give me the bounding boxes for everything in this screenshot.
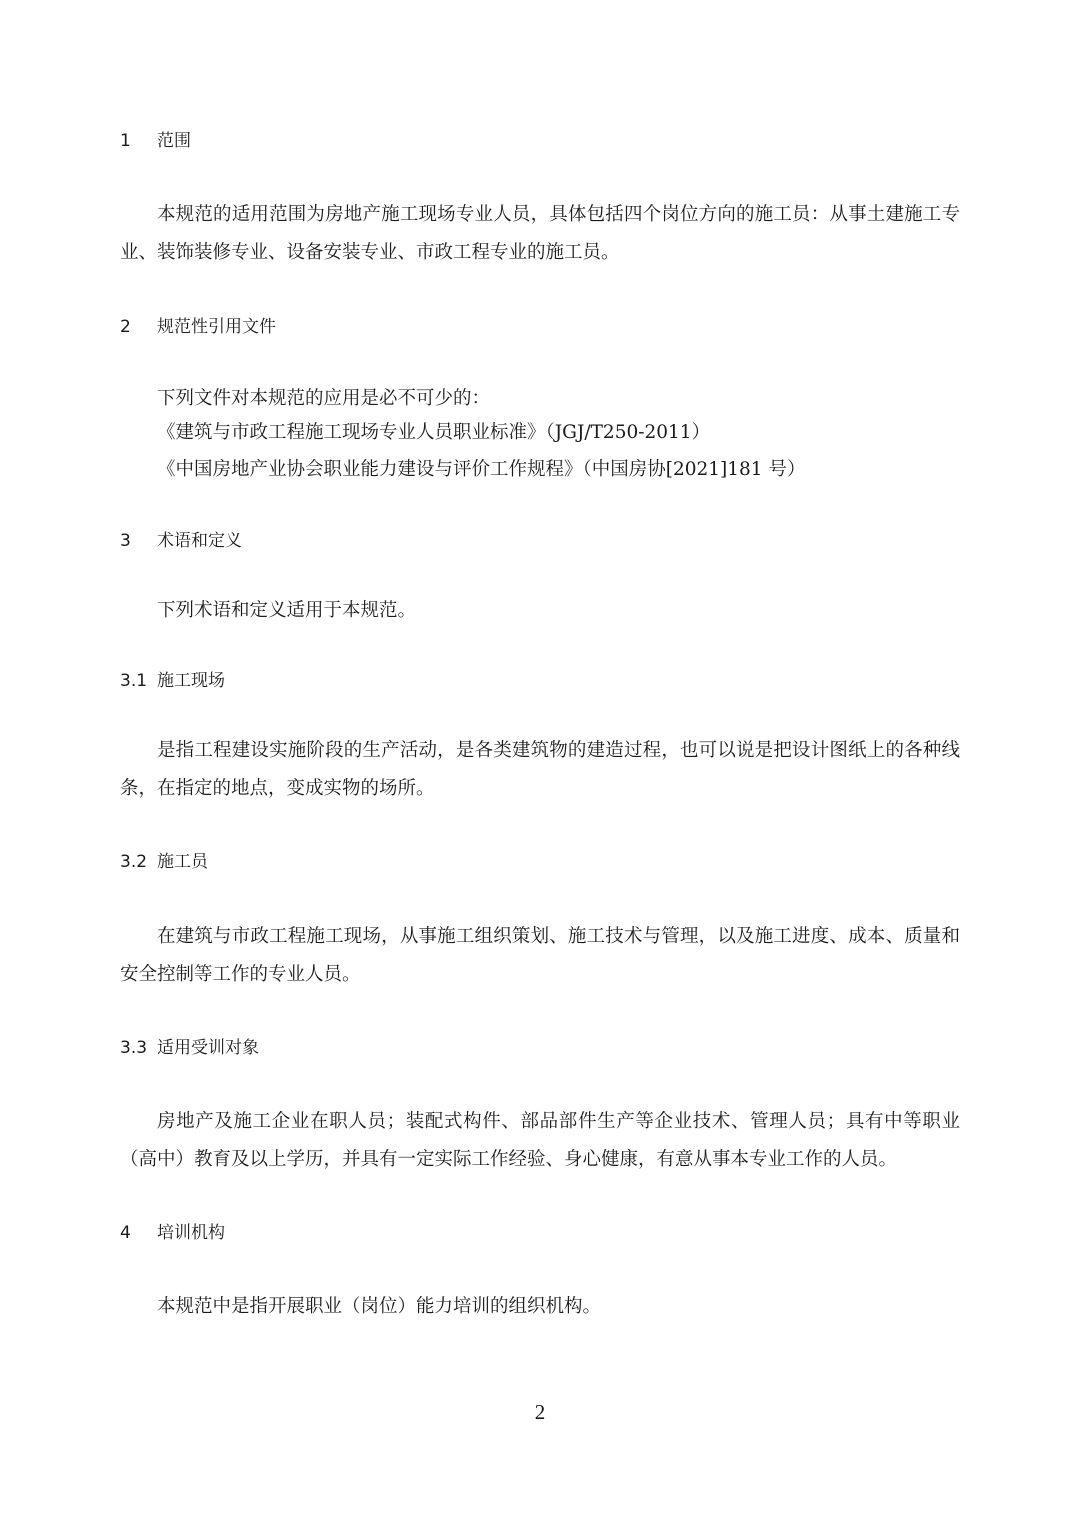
section-3-heading xyxy=(120,529,242,553)
section-3-3-paragraph: 房地产及施工企业在职人员；装配式构件、部品部件生产等企业技术、管理人员；具有中等职业（高中）教育及以上学历，并具有一定实际工作经验、身心健康，有意从事本专业工作的人员。 xyxy=(120,1111,960,1170)
section-2-heading xyxy=(120,315,276,339)
section-4-heading xyxy=(120,1221,225,1245)
section-number: 2 xyxy=(120,317,131,337)
section-3-3-heading xyxy=(120,1036,259,1060)
reference-item: 《建筑与市政工程施工现场专业人员职业标准》（JGJ/T250-2011） xyxy=(157,422,711,443)
section-4-paragraph: 本规范中是指开展职业（岗位）能力培训的组织机构。 xyxy=(157,1296,602,1317)
page-number: 2 xyxy=(534,1400,546,1424)
section-title: 适用受训对象 xyxy=(157,1038,259,1058)
section-number: 3 xyxy=(120,531,131,551)
section-title: 施工员 xyxy=(157,852,208,872)
section-1-heading xyxy=(120,129,191,153)
section-title: 范围 xyxy=(157,131,191,151)
section-number: 3.3 xyxy=(120,1038,148,1058)
section-title: 培训机构 xyxy=(157,1223,225,1243)
section-3-2-paragraph: 在建筑与市政工程施工现场，从事施工组织策划、施工技术与管理，以及施工进度、成本、质量和安全控制等工作的专业人员。 xyxy=(120,926,960,985)
section-number: 4 xyxy=(120,1223,131,1243)
section-title: 施工现场 xyxy=(157,671,225,691)
section-3-2-heading xyxy=(120,850,208,874)
section-number: 1 xyxy=(120,131,131,151)
section-number: 3.2 xyxy=(120,852,148,872)
section-title: 术语和定义 xyxy=(157,531,242,551)
section-1-paragraph: 本规范的适用范围为房地产施工现场专业人员，具体包括四个岗位方向的施工员：从事土建施工专业、装饰装修专业、设备安装专业、市政工程专业的施工员。 xyxy=(120,204,960,263)
reference-item: 《中国房地产业协会职业能力建设与评价工作规程》（中国房协[2021]181 号） xyxy=(157,459,806,480)
section-number: 3.1 xyxy=(120,671,148,691)
section-3-1-heading xyxy=(120,669,225,693)
section-title: 规范性引用文件 xyxy=(157,317,276,337)
section-3-1-paragraph: 是指工程建设实施阶段的生产活动，是各类建筑物的建造过程，也可以说是把设计图纸上的各种线条，在指定的地点，变成实物的场所。 xyxy=(120,740,960,799)
references-intro: 下列文件对本规范的应用是必不可少的： xyxy=(157,388,491,409)
section-3-paragraph: 下列术语和定义适用于本规范。 xyxy=(157,600,417,621)
